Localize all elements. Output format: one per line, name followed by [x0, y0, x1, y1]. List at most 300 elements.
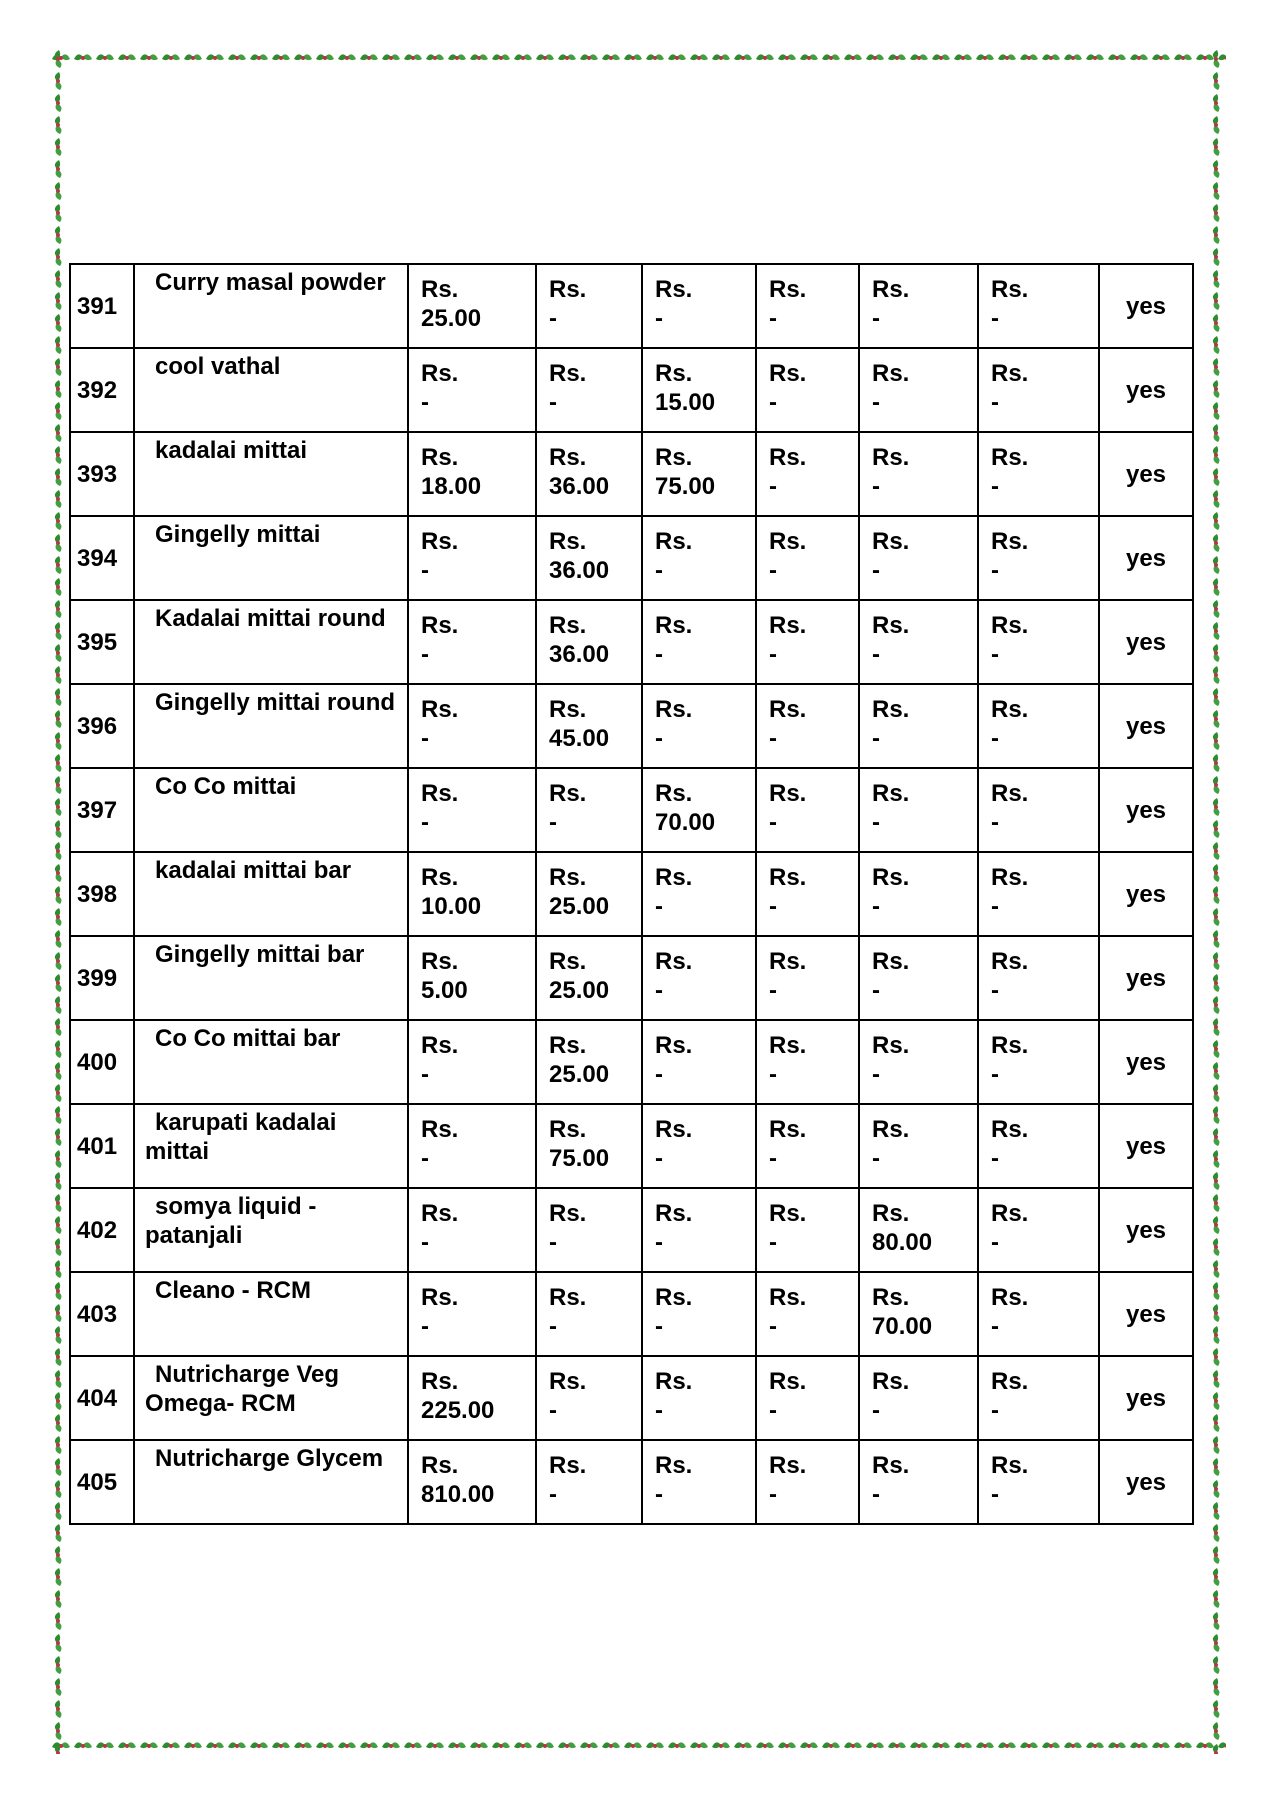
price-amount: 45.00: [549, 725, 610, 752]
currency-label: Rs.: [991, 528, 1029, 555]
currency-label: Rs.: [991, 1368, 1029, 1395]
price-amount: -: [872, 557, 880, 584]
price-amount: -: [769, 893, 777, 920]
availability: yes: [1099, 1272, 1193, 1356]
currency-label: Rs.: [421, 612, 459, 639]
table-row: [70, 1104, 1193, 1188]
price-cell: [756, 1440, 859, 1524]
item-name: Cleano - RCM: [155, 1277, 311, 1304]
price-cell: [756, 768, 859, 852]
price-cell: [642, 1356, 756, 1440]
price-amount: -: [549, 1313, 557, 1340]
currency-label: Rs.: [421, 1116, 459, 1143]
availability: yes: [1099, 936, 1193, 1020]
price-cell: [859, 1356, 978, 1440]
price-amount: -: [991, 809, 999, 836]
item-name: Co Co mittai bar: [155, 1025, 341, 1052]
currency-label: Rs.: [872, 696, 910, 723]
price-cell: [642, 516, 756, 600]
price-cell: [978, 1356, 1099, 1440]
item-name-cell: [134, 1020, 408, 1104]
currency-label: Rs.: [991, 444, 1029, 471]
item-number: 397: [70, 768, 134, 852]
currency-label: Rs.: [655, 1116, 693, 1143]
currency-label: Rs.: [872, 1368, 910, 1395]
price-cell: [859, 1020, 978, 1104]
currency-label: Rs.: [549, 1452, 587, 1479]
price-amount: -: [991, 1145, 999, 1172]
currency-label: Rs.: [769, 948, 807, 975]
price-amount: -: [991, 893, 999, 920]
price-amount: -: [769, 557, 777, 584]
currency-label: Rs.: [769, 1116, 807, 1143]
price-amount: -: [549, 389, 557, 416]
table-row: [70, 600, 1193, 684]
table-row: [70, 264, 1193, 348]
currency-label: Rs.: [421, 696, 459, 723]
table-row: [70, 1440, 1193, 1524]
currency-label: Rs.: [655, 1452, 693, 1479]
currency-label: Rs.: [421, 1284, 459, 1311]
price-amount: -: [991, 557, 999, 584]
price-cell: [642, 1440, 756, 1524]
item-name: Nutricharge Glycem: [155, 1445, 384, 1472]
price-cell: [642, 348, 756, 432]
price-cell: [859, 768, 978, 852]
price-amount: -: [769, 389, 777, 416]
price-cell: [859, 516, 978, 600]
price-cell: [756, 1272, 859, 1356]
price-amount: -: [655, 1145, 663, 1172]
price-amount: -: [655, 977, 663, 1004]
price-cell: [408, 768, 536, 852]
price-cell: [408, 852, 536, 936]
currency-label: Rs.: [872, 1032, 910, 1059]
holly-border-right: [1208, 48, 1226, 1754]
price-cell: [642, 684, 756, 768]
currency-label: Rs.: [872, 444, 910, 471]
price-amount: 36.00: [549, 557, 610, 584]
price-cell: [642, 1104, 756, 1188]
price-cell: [756, 1356, 859, 1440]
price-amount: -: [872, 473, 880, 500]
currency-label: Rs.: [549, 276, 587, 303]
price-amount: -: [655, 725, 663, 752]
price-amount: -: [549, 809, 557, 836]
currency-label: Rs.: [991, 1032, 1029, 1059]
price-amount: -: [872, 1145, 880, 1172]
holly-border-bottom: [50, 1736, 1226, 1754]
price-cell: [642, 768, 756, 852]
item-number: 401: [70, 1104, 134, 1188]
price-amount: -: [872, 809, 880, 836]
item-name-cell: [134, 1104, 408, 1188]
currency-label: Rs.: [549, 948, 587, 975]
currency-label: Rs.: [549, 864, 587, 891]
availability: yes: [1099, 600, 1193, 684]
price-amount: -: [549, 1481, 557, 1508]
price-cell: [859, 432, 978, 516]
item-name-cell: [134, 684, 408, 768]
item-name: somya liquid - patanjali: [145, 1193, 317, 1249]
price-cell: [978, 600, 1099, 684]
price-cell: [536, 936, 642, 1020]
table-row: [70, 348, 1193, 432]
currency-label: Rs.: [549, 1368, 587, 1395]
availability: yes: [1099, 684, 1193, 768]
item-name-cell: [134, 264, 408, 348]
holly-border-top: [50, 48, 1226, 66]
price-cell: [978, 432, 1099, 516]
table-row: [70, 1356, 1193, 1440]
availability: yes: [1099, 852, 1193, 936]
price-cell: [859, 936, 978, 1020]
price-cell: [536, 264, 642, 348]
price-amount: 10.00: [421, 893, 482, 920]
currency-label: Rs.: [991, 864, 1029, 891]
price-amount: -: [549, 305, 557, 332]
price-amount: 225.00: [421, 1397, 495, 1424]
currency-label: Rs.: [549, 360, 587, 387]
price-amount: -: [872, 305, 880, 332]
price-cell: [536, 600, 642, 684]
currency-label: Rs.: [872, 276, 910, 303]
price-cell: [408, 1188, 536, 1272]
price-amount: -: [769, 1229, 777, 1256]
price-amount: -: [991, 473, 999, 500]
price-cell: [642, 264, 756, 348]
price-amount: -: [769, 1313, 777, 1340]
item-name: Nutricharge Veg Omega- RCM: [145, 1361, 340, 1417]
price-amount: -: [991, 1481, 999, 1508]
price-amount: -: [872, 1397, 880, 1424]
price-cell: [978, 1188, 1099, 1272]
price-amount: -: [421, 1229, 429, 1256]
price-cell: [756, 516, 859, 600]
currency-label: Rs.: [421, 864, 459, 891]
currency-label: Rs.: [655, 1284, 693, 1311]
price-cell: [408, 600, 536, 684]
currency-label: Rs.: [655, 360, 693, 387]
price-cell: [756, 936, 859, 1020]
table-row: [70, 1188, 1193, 1272]
currency-label: Rs.: [769, 780, 807, 807]
price-amount: -: [991, 977, 999, 1004]
price-cell: [978, 348, 1099, 432]
currency-label: Rs.: [655, 780, 693, 807]
currency-label: Rs.: [991, 780, 1029, 807]
item-name: cool vathal: [155, 353, 281, 380]
item-name: kadalai mittai: [155, 437, 308, 464]
price-cell: [756, 600, 859, 684]
price-amount: 75.00: [655, 473, 716, 500]
item-name: Gingelly mittai: [155, 521, 321, 548]
price-amount: -: [655, 305, 663, 332]
price-cell: [756, 348, 859, 432]
price-amount: -: [991, 1313, 999, 1340]
price-amount: -: [991, 1397, 999, 1424]
price-cell: [642, 432, 756, 516]
currency-label: Rs.: [549, 696, 587, 723]
price-amount: -: [769, 641, 777, 668]
availability: yes: [1099, 1104, 1193, 1188]
price-cell: [536, 1272, 642, 1356]
currency-label: Rs.: [991, 1452, 1029, 1479]
availability: yes: [1099, 516, 1193, 600]
currency-label: Rs.: [655, 1200, 693, 1227]
currency-label: Rs.: [421, 444, 459, 471]
currency-label: Rs.: [769, 864, 807, 891]
item-name-cell: [134, 936, 408, 1020]
item-name-cell: [134, 1188, 408, 1272]
price-amount: -: [991, 389, 999, 416]
price-cell: [859, 852, 978, 936]
currency-label: Rs.: [549, 780, 587, 807]
price-amount: -: [655, 641, 663, 668]
price-amount: -: [769, 809, 777, 836]
price-amount: -: [421, 1145, 429, 1172]
price-cell: [536, 1188, 642, 1272]
item-name-cell: [134, 516, 408, 600]
currency-label: Rs.: [872, 1452, 910, 1479]
price-amount: 70.00: [655, 809, 716, 836]
table-row: [70, 936, 1193, 1020]
price-cell: [408, 1272, 536, 1356]
currency-label: Rs.: [655, 1032, 693, 1059]
currency-label: Rs.: [991, 276, 1029, 303]
currency-label: Rs.: [991, 612, 1029, 639]
price-amount: -: [991, 305, 999, 332]
price-cell: [408, 516, 536, 600]
item-number: 395: [70, 600, 134, 684]
price-amount: -: [549, 1229, 557, 1256]
price-amount: -: [872, 1481, 880, 1508]
currency-label: Rs.: [655, 1368, 693, 1395]
price-cell: [756, 1104, 859, 1188]
price-amount: 25.00: [549, 1061, 610, 1088]
price-table-body: [70, 264, 1193, 1524]
price-amount: -: [769, 1145, 777, 1172]
price-amount: 25.00: [421, 305, 482, 332]
currency-label: Rs.: [421, 780, 459, 807]
price-amount: -: [769, 305, 777, 332]
currency-label: Rs.: [872, 1200, 910, 1227]
price-cell: [978, 852, 1099, 936]
currency-label: Rs.: [655, 528, 693, 555]
item-number: 405: [70, 1440, 134, 1524]
item-name: Curry masal powder: [155, 269, 386, 296]
price-amount: -: [421, 389, 429, 416]
currency-label: Rs.: [769, 528, 807, 555]
price-amount: -: [421, 809, 429, 836]
price-cell: [408, 684, 536, 768]
table-row: [70, 684, 1193, 768]
currency-label: Rs.: [655, 276, 693, 303]
price-amount: -: [872, 389, 880, 416]
price-cell: [978, 1272, 1099, 1356]
price-cell: [859, 1272, 978, 1356]
price-amount: 5.00: [421, 977, 468, 1004]
item-name: Co Co mittai: [155, 773, 297, 800]
currency-label: Rs.: [991, 360, 1029, 387]
price-cell: [536, 852, 642, 936]
price-cell: [978, 1020, 1099, 1104]
price-cell: [536, 348, 642, 432]
currency-label: Rs.: [991, 1116, 1029, 1143]
price-table: [69, 263, 1194, 1525]
currency-label: Rs.: [769, 444, 807, 471]
price-cell: [408, 432, 536, 516]
item-name-cell: [134, 768, 408, 852]
currency-label: Rs.: [991, 948, 1029, 975]
item-number: 403: [70, 1272, 134, 1356]
item-number: 404: [70, 1356, 134, 1440]
item-number: 394: [70, 516, 134, 600]
availability: yes: [1099, 1356, 1193, 1440]
item-number: 399: [70, 936, 134, 1020]
price-amount: -: [421, 557, 429, 584]
price-amount: -: [991, 1229, 999, 1256]
price-cell: [756, 1188, 859, 1272]
price-cell: [859, 684, 978, 768]
currency-label: Rs.: [872, 780, 910, 807]
currency-label: Rs.: [421, 1452, 459, 1479]
currency-label: Rs.: [991, 1200, 1029, 1227]
table-row: [70, 1020, 1193, 1104]
currency-label: Rs.: [872, 360, 910, 387]
price-amount: -: [991, 641, 999, 668]
currency-label: Rs.: [991, 696, 1029, 723]
price-cell: [642, 1188, 756, 1272]
price-amount: -: [421, 1061, 429, 1088]
currency-label: Rs.: [769, 1284, 807, 1311]
item-name: Gingelly mittai round: [155, 689, 396, 716]
price-cell: [536, 1356, 642, 1440]
currency-label: Rs.: [769, 612, 807, 639]
availability: yes: [1099, 264, 1193, 348]
currency-label: Rs.: [421, 948, 459, 975]
price-cell: [978, 768, 1099, 852]
currency-label: Rs.: [549, 1284, 587, 1311]
price-amount: 36.00: [549, 641, 610, 668]
item-name-cell: [134, 1272, 408, 1356]
item-number: 398: [70, 852, 134, 936]
currency-label: Rs.: [872, 528, 910, 555]
holly-border-left: [50, 48, 68, 1754]
currency-label: Rs.: [769, 276, 807, 303]
item-number: 393: [70, 432, 134, 516]
item-number: 392: [70, 348, 134, 432]
price-amount: -: [769, 977, 777, 1004]
currency-label: Rs.: [872, 948, 910, 975]
currency-label: Rs.: [769, 1200, 807, 1227]
price-amount: 36.00: [549, 473, 610, 500]
currency-label: Rs.: [421, 276, 459, 303]
currency-label: Rs.: [421, 1368, 459, 1395]
item-number: 400: [70, 1020, 134, 1104]
currency-label: Rs.: [769, 696, 807, 723]
price-amount: -: [769, 1481, 777, 1508]
availability: yes: [1099, 432, 1193, 516]
price-cell: [408, 348, 536, 432]
currency-label: Rs.: [769, 1032, 807, 1059]
availability: yes: [1099, 768, 1193, 852]
price-amount: 15.00: [655, 389, 716, 416]
price-amount: -: [421, 725, 429, 752]
price-cell: [536, 516, 642, 600]
price-amount: -: [655, 1313, 663, 1340]
currency-label: Rs.: [872, 1284, 910, 1311]
currency-label: Rs.: [655, 612, 693, 639]
price-amount: -: [769, 1061, 777, 1088]
price-amount: -: [872, 893, 880, 920]
price-amount: -: [655, 1397, 663, 1424]
price-amount: -: [769, 725, 777, 752]
currency-label: Rs.: [872, 1116, 910, 1143]
availability: yes: [1099, 1440, 1193, 1524]
price-cell: [859, 1104, 978, 1188]
price-amount: -: [991, 725, 999, 752]
availability: yes: [1099, 1188, 1193, 1272]
price-amount: 18.00: [421, 473, 482, 500]
price-cell: [642, 1020, 756, 1104]
item-name-cell: [134, 348, 408, 432]
availability: yes: [1099, 348, 1193, 432]
item-name: Gingelly mittai bar: [155, 941, 365, 968]
currency-label: Rs.: [769, 360, 807, 387]
price-cell: [756, 684, 859, 768]
currency-label: Rs.: [991, 1284, 1029, 1311]
price-cell: [859, 1188, 978, 1272]
table-row: [70, 432, 1193, 516]
currency-label: Rs.: [872, 612, 910, 639]
item-number: 396: [70, 684, 134, 768]
price-amount: -: [872, 1061, 880, 1088]
table-row: [70, 1272, 1193, 1356]
item-name-cell: [134, 852, 408, 936]
price-cell: [642, 852, 756, 936]
price-cell: [408, 1104, 536, 1188]
price-cell: [642, 936, 756, 1020]
price-amount: 80.00: [872, 1229, 933, 1256]
availability: yes: [1099, 1020, 1193, 1104]
price-cell: [536, 1104, 642, 1188]
price-cell: [408, 1440, 536, 1524]
price-cell: [408, 936, 536, 1020]
price-cell: [642, 600, 756, 684]
price-cell: [756, 1020, 859, 1104]
price-amount: -: [655, 893, 663, 920]
price-cell: [536, 1020, 642, 1104]
price-amount: -: [872, 725, 880, 752]
item-name: karupati kadalai mittai: [145, 1109, 337, 1165]
item-name-cell: [134, 432, 408, 516]
price-cell: [756, 432, 859, 516]
price-cell: [536, 432, 642, 516]
item-name-cell: [134, 600, 408, 684]
price-cell: [859, 600, 978, 684]
price-cell: [978, 264, 1099, 348]
currency-label: Rs.: [421, 1032, 459, 1059]
currency-label: Rs.: [549, 1200, 587, 1227]
price-cell: [978, 936, 1099, 1020]
price-amount: -: [549, 1397, 557, 1424]
price-amount: -: [769, 473, 777, 500]
currency-label: Rs.: [655, 696, 693, 723]
price-amount: -: [655, 557, 663, 584]
price-amount: -: [991, 1061, 999, 1088]
price-amount: 25.00: [549, 977, 610, 1004]
